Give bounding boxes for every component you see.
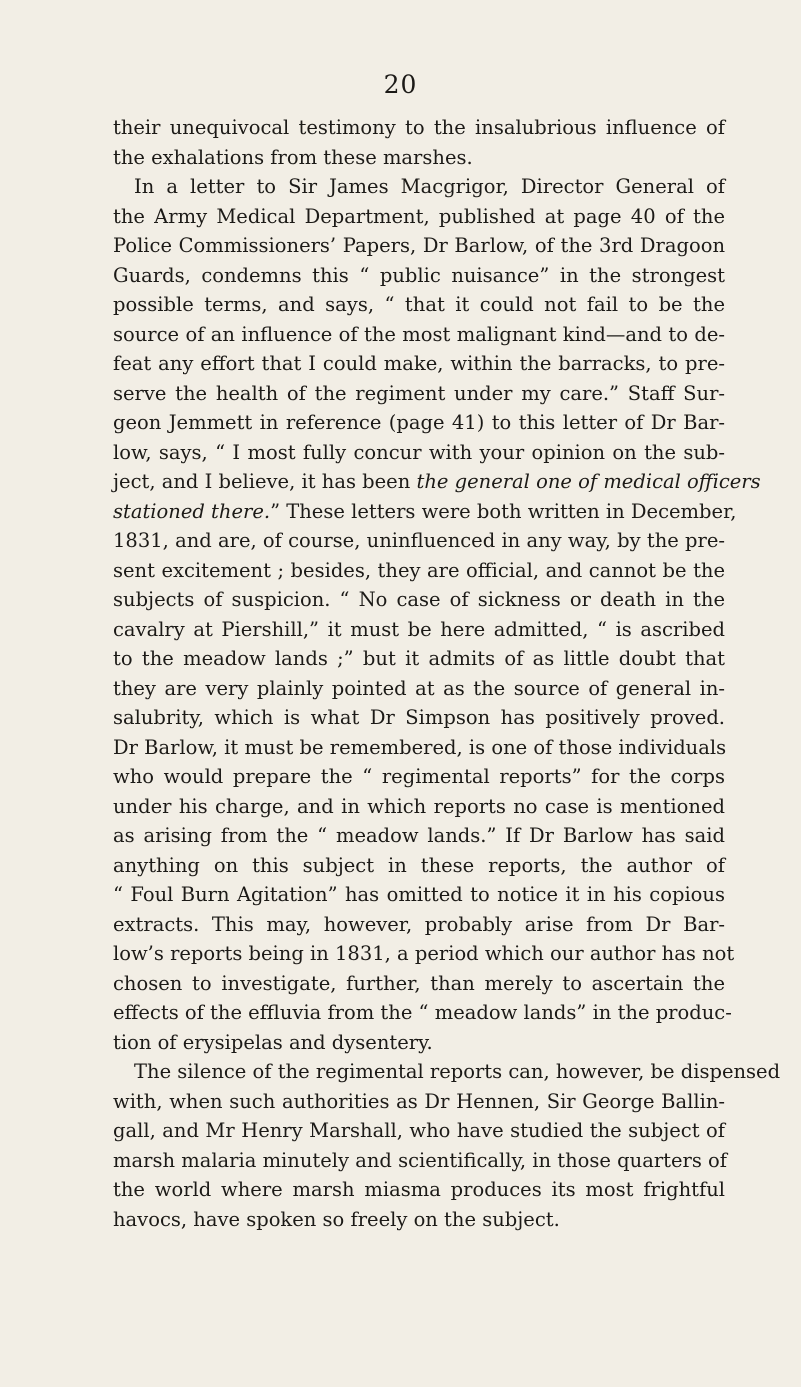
text-line: Dr Barlow, it must be remembered, is one of those individuals (113, 735, 727, 759)
text-line: marsh malaria minutely and scientifically, in those quarters of (113, 1148, 728, 1172)
text-segment: ” These letters were both written in December, (270, 499, 737, 523)
text-line: possible terms, and says, “ that it could not fail to be the (113, 293, 725, 316)
text-line: gall, and Mr Henry Marshall, who have studied the subject of (113, 1119, 725, 1142)
text-line: sent excitement ; besides, they are official, and cannot be the (113, 558, 725, 582)
text-line: “ Foul Burn Agitation” has omitted to notice it in his copious (113, 883, 725, 906)
italic-text-segment: stationed there. (113, 499, 271, 523)
text-line (113, 497, 737, 527)
text-line: serve the health of the regiment under my care.” Staff Sur- (113, 381, 725, 405)
text-line: cavalry at Piershill,” it must be here admitted, “ is ascribed (113, 617, 725, 641)
text-line: to the meadow lands ;” but it admits of as little doubt that (113, 647, 725, 670)
text-line: In a letter to Sir James Macgrigor, Director General of (134, 175, 725, 198)
text-line: Police Commissioners’ Papers, Dr Barlow, of the 3rd Dragoon (113, 234, 725, 257)
text-line: who would prepare the “ regimental reports” for the corps (113, 765, 725, 788)
text-line: chosen to investigate, further, than merely to ascertain the (113, 971, 725, 995)
text-line: the Army Medical Department, published at page 40 of the (113, 204, 725, 228)
text-line: they are very plainly pointed at as the source of general in- (113, 676, 725, 700)
text-line: as arising from the “ meadow lands.” If Dr Barlow has said (113, 824, 725, 847)
text-segment: ject, and I believe, it has been (113, 470, 417, 493)
italic-text-segment: the general one of medical officers (416, 470, 761, 493)
text-line: tion of erysipelas and dysentery. (113, 1030, 433, 1054)
page-number: 20 (383, 70, 418, 99)
text-line: anything on this subject in these reports, the author of (113, 853, 725, 877)
text-line: The silence of the regimental reports can, however, be dispensed (134, 1060, 781, 1083)
text-line: source of an influence of the most malignant kind—and to de- (113, 322, 725, 346)
text-line: the exhalations from these marshes. (113, 145, 473, 169)
text-line: low’s reports being in 1831, a period which our author has not (113, 942, 735, 965)
text-line: effects of the effluvia from the “ meadow lands” in the produc- (113, 1001, 732, 1024)
text-line: feat any effort that I could make, within the barracks, to pre- (113, 352, 725, 375)
text-line: the world where marsh miasma produces its most frightful (113, 1178, 725, 1201)
text-line: with, when such authorities as Dr Hennen, Sir George Ballin- (113, 1089, 725, 1113)
text-line: their unequivocal testimony to the insalubrious influence of (113, 116, 725, 139)
text-line: Guards, condemns this “ public nuisance” in the strongest (113, 263, 725, 287)
text-line: extracts. This may, however, probably arise from Dr Bar- (113, 912, 725, 936)
body-text (113, 113, 781, 1234)
text-line: 1831, and are, of course, uninfluenced in any way, by the pre- (113, 529, 725, 552)
text-line: geon Jemmett in reference (page 41) to this letter of Dr Bar- (113, 411, 725, 434)
text-line (113, 467, 761, 497)
text-line: subjects of suspicion. “ No case of sickness or death in the (113, 588, 725, 611)
text-line: low, says, “ I most fully concur with your opinion on the sub- (113, 440, 725, 464)
text-line: havocs, have spoken so freely on the subject. (113, 1207, 560, 1231)
text-line: salubrity, which is what Dr Simpson has positively proved. (113, 706, 725, 729)
text-line: under his charge, and in which reports no case is mentioned (113, 794, 725, 818)
